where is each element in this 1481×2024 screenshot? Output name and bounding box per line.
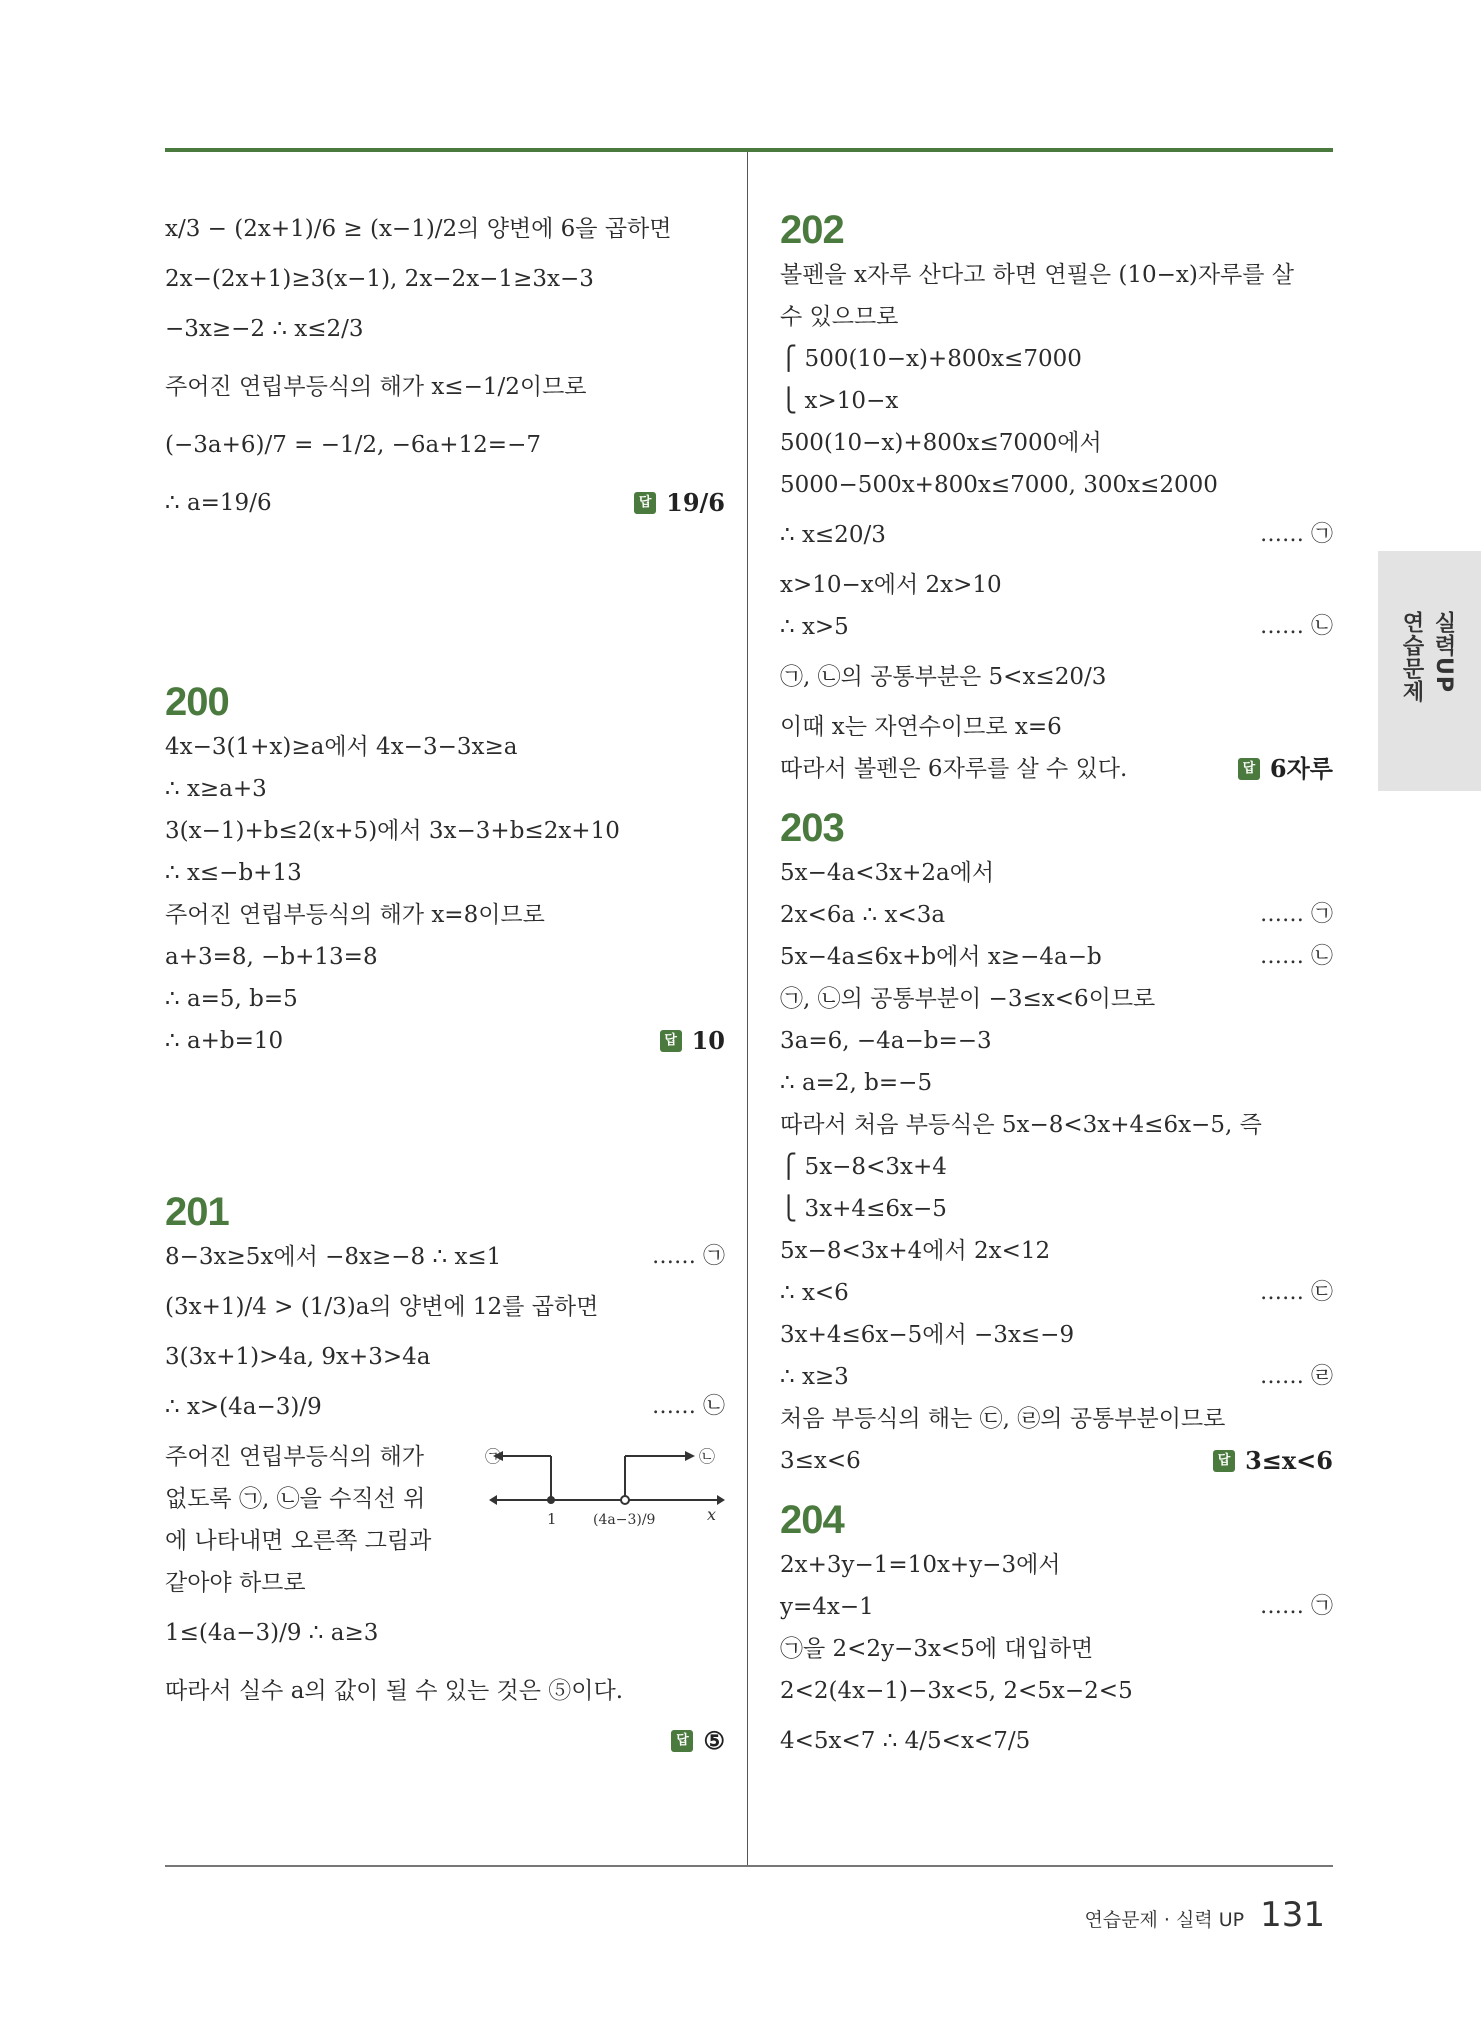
answer-value: 6자루	[1269, 754, 1333, 783]
solution-line: ⎧ 500(10−x)+800x≤7000	[780, 346, 1082, 372]
top-rule	[165, 148, 1333, 152]
circled-marker: …… ㉠	[652, 1244, 725, 1269]
solution-text: ∴ x>5	[780, 614, 849, 640]
problem-number: 200	[165, 680, 229, 724]
solution-line: (−3a+6)/7 = −1/2, −6a+12=−7	[165, 432, 541, 458]
solution-line: ∴ a=5, b=5	[165, 986, 298, 1012]
section-side-tab	[1378, 551, 1481, 791]
solution-line: ∴ a=2, b=−5	[780, 1070, 933, 1096]
solution-line: 4x−3(1+x)≥a에서 4x−3−3x≥a	[165, 734, 518, 760]
solution-line: a+3=8, −b+13=8	[165, 944, 378, 970]
solution-text: ∴ x≥3	[780, 1364, 849, 1390]
answer	[1238, 748, 1333, 790]
solution-text: 2x<6a ∴ x<3a	[780, 902, 946, 928]
solution-line: 5x−8<3x+4에서 2x<12	[780, 1238, 1051, 1264]
figure-axis-label: x	[707, 1505, 717, 1524]
solution-text: 따라서 볼펜은 6자루를 살 수 있다.	[780, 756, 1128, 782]
solution-line: 따라서 실수 a의 값이 될 수 있는 것은 ⑤이다.	[165, 1678, 623, 1704]
solution-line	[780, 1356, 1333, 1398]
solution-line: 500(10−x)+800x≤7000에서	[780, 430, 1102, 456]
solution-line: ∴ a+b=10	[165, 1028, 284, 1054]
answer-line	[780, 748, 1333, 790]
number-line-figure	[485, 1428, 725, 1548]
answer	[660, 1020, 725, 1062]
bottom-rule	[165, 1865, 1333, 1867]
circled-marker: …… ㉡	[1260, 614, 1333, 639]
side-tab-label-2: 연습문제	[1399, 611, 1424, 703]
circled-marker: …… ㉣	[1260, 1364, 1333, 1389]
solution-line: 없도록 ㉠, ㉡을 수직선 위	[165, 1486, 426, 1512]
answer-line	[780, 1440, 1333, 1482]
solution-line: 3(x−1)+b≤2(x+5)에서 3x−3+b≤2x+10	[165, 818, 620, 844]
circled-marker: …… ㉡	[1260, 944, 1333, 969]
solution-text: ∴ x<6	[780, 1280, 849, 1306]
solution-line: 1≤(4a−3)/9 ∴ a≥3	[165, 1620, 379, 1646]
solution-line: 3(3x+1)>4a, 9x+3>4a	[165, 1344, 431, 1370]
answer-badge-icon: 답	[671, 1730, 693, 1752]
solution-line: (3x+1)/4 > (1/3)a의 양변에 12를 곱하면	[165, 1294, 599, 1320]
answer	[634, 474, 725, 532]
answer	[671, 1720, 725, 1762]
circled-marker: …… ㉠	[1260, 902, 1333, 927]
left-column	[165, 200, 725, 1762]
solution-line: 주어진 연립부등식의 해가 x≤−1/2이므로	[165, 374, 587, 400]
answer-value: 10	[691, 1026, 725, 1055]
solution-line: ∴ x≤−b+13	[165, 860, 302, 886]
figure-label-1: 1	[547, 1510, 557, 1528]
solution-line: 따라서 처음 부등식은 5x−8<3x+4≤6x−5, 즉	[780, 1112, 1262, 1138]
solution-line: ㉠을 2<2y−3x<5에 대입하면	[780, 1636, 1094, 1662]
problem-number: 202	[780, 208, 844, 252]
solution-line: 볼펜을 x자루 산다고 하면 연필은 (10−x)자루를 살	[780, 262, 1294, 288]
solution-line	[780, 606, 1333, 648]
solution-text: 8−3x≥5x에서 −8x≥−8 ∴ x≤1	[165, 1244, 502, 1270]
solution-text: 3≤x<6	[780, 1448, 861, 1474]
solution-text: y=4x−1	[780, 1594, 874, 1620]
problem-number: 201	[165, 1190, 229, 1234]
solution-line: 2x−(2x+1)≥3(x−1), 2x−2x−1≥3x−3	[165, 266, 594, 292]
figure-label-2: (4a−3)/9	[593, 1512, 656, 1528]
solution-line: ⎩ 3x+4≤6x−5	[780, 1196, 947, 1222]
answer-badge-icon: 답	[634, 492, 656, 514]
solution-line: 주어진 연립부등식의 해가 x=8이므로	[165, 902, 545, 928]
solution-line: ∴ a=19/6	[165, 490, 272, 516]
solution-line: 3x+4≤6x−5에서 −3x≤−9	[780, 1322, 1075, 1348]
solution-line	[165, 1236, 725, 1278]
problem-number: 204	[780, 1498, 844, 1542]
answer-line	[165, 474, 725, 532]
solution-line: ⎧ 5x−8<3x+4	[780, 1154, 947, 1180]
answer-badge-icon: 답	[660, 1030, 682, 1052]
circled-marker: …… ㉢	[1260, 1280, 1333, 1305]
solution-line: 2<2(4x−1)−3x<5, 2<5x−2<5	[780, 1678, 1133, 1704]
solution-line: 같아야 하므로	[165, 1570, 306, 1596]
answer	[1213, 1440, 1333, 1482]
figure-marker-1: ㉠	[485, 1447, 502, 1466]
circled-marker: …… ㉡	[652, 1394, 725, 1419]
solution-line	[780, 506, 1333, 564]
figure-marker-2: ㉡	[699, 1447, 716, 1466]
solution-line: 3a=6, −4a−b=−3	[780, 1028, 992, 1054]
circled-marker: …… ㉠	[1260, 522, 1333, 547]
answer-value: 19/6	[666, 488, 725, 517]
solution-line: ⎩ x>10−x	[780, 388, 899, 414]
side-tab-label-1: 실력UP	[1431, 611, 1456, 693]
answer-value: 3≤x<6	[1245, 1446, 1333, 1475]
right-column	[780, 200, 1333, 1770]
solution-line	[780, 1272, 1333, 1314]
solution-line: 처음 부등식의 해는 ㉢, ㉣의 공통부분이므로	[780, 1406, 1226, 1432]
solution-line: 이때 x는 자연수이므로 x=6	[780, 714, 1062, 740]
solution-text: ∴ x>(4a−3)/9	[165, 1394, 322, 1420]
problem-number: 203	[780, 806, 844, 850]
solution-text: ∴ x≤20/3	[780, 522, 886, 548]
answer-line	[165, 1720, 725, 1762]
solution-line: ㉠, ㉡의 공통부분이 −3≤x<6이므로	[780, 986, 1156, 1012]
solution-line	[780, 1586, 1333, 1628]
page-number: 131	[1260, 1895, 1325, 1935]
solution-line: 5000−500x+800x≤7000, 300x≤2000	[780, 472, 1218, 498]
circled-marker: …… ㉠	[1260, 1594, 1333, 1619]
solution-line: x/3 − (2x+1)/6 ≥ (x−1)/2의 양변에 6을 곱하면	[165, 216, 672, 242]
solution-line: 4<5x<7 ∴ 4/5<x<7/5	[780, 1728, 1031, 1754]
solution-line: 5x−4a<3x+2a에서	[780, 860, 995, 886]
answer-line	[165, 1020, 725, 1062]
solution-line: ∴ x≥a+3	[165, 776, 267, 802]
solution-line: x>10−x에서 2x>10	[780, 572, 1002, 598]
footer-section-label: 연습문제 · 실력 UP	[1084, 1909, 1245, 1931]
solution-line: 주어진 연립부등식의 해가	[165, 1444, 425, 1470]
solution-line: ㉠, ㉡의 공통부분은 5<x≤20/3	[780, 664, 1107, 690]
answer-badge-icon: 답	[1213, 1450, 1235, 1472]
answer-badge-icon: 답	[1238, 758, 1260, 780]
solution-text: 5x−4a≤6x+b에서 x≥−4a−b	[780, 944, 1102, 970]
solution-line: 2x+3y−1=10x+y−3에서	[780, 1552, 1061, 1578]
answer-value: ⑤	[703, 1726, 725, 1755]
solution-line	[780, 936, 1333, 978]
solution-line	[780, 894, 1333, 936]
solution-line: 에 나타내면 오른쪽 그림과	[165, 1528, 432, 1554]
page-footer	[1084, 1895, 1325, 1935]
column-divider	[747, 152, 748, 1865]
solution-line: −3x≥−2 ∴ x≤2/3	[165, 316, 364, 342]
solution-line: 수 있으므로	[780, 304, 899, 330]
